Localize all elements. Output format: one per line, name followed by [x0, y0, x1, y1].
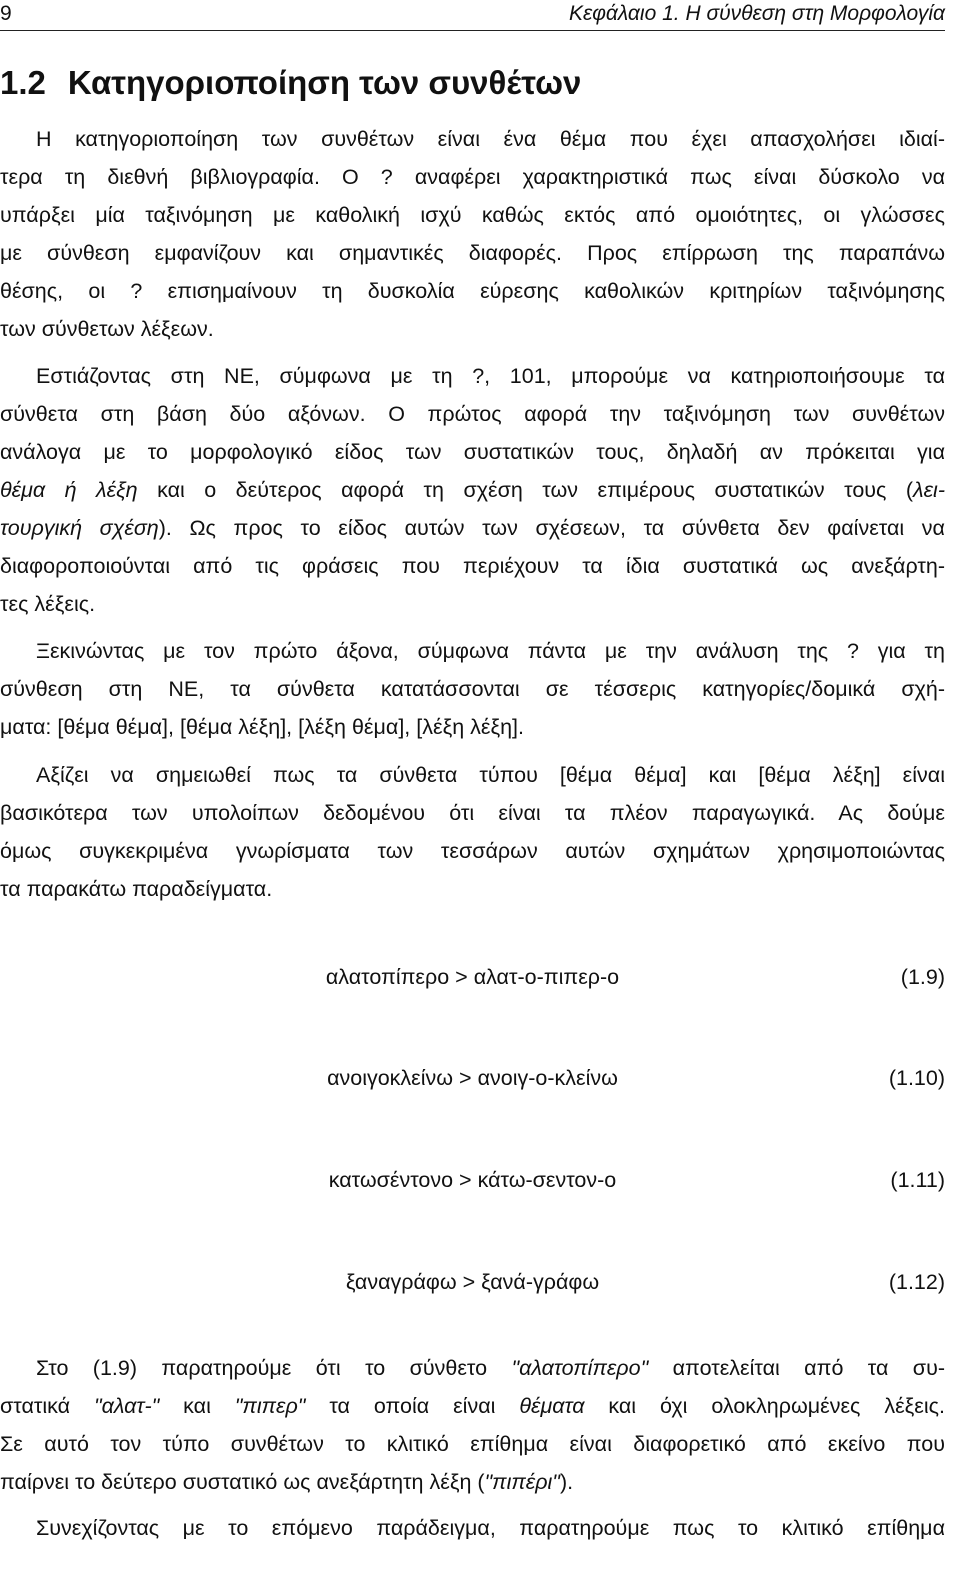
paragraph-line: με σύνθεση εμφανίζουν και σημαντικές διαφορές. Προς επίρρωση της παραπάνω	[0, 241, 945, 265]
paragraph-line: όμως συγκεκριμένα γνωρίσματα των τεσσάρων αυτών σχημάτων χρησιμοποιώντας	[0, 839, 945, 863]
equation-number: (1.11)	[890, 1168, 945, 1192]
paragraph-line	[0, 514, 945, 542]
paragraph-line: θέσης, οι ? επισημαίνουν τη δυσκολία εύρεσης καθολικών κριτηρίων ταξινόμησης	[0, 279, 945, 303]
text-run: αποτελείται από τα συ-	[648, 1356, 945, 1380]
text-run: τα οποία είναι	[305, 1394, 520, 1418]
paragraph-line: Συνεχίζοντας με το επόμενο παράδειγμα, παρατηρούμε πως το κλιτικό επίθημα	[36, 1516, 945, 1540]
italic-term: "πιπέρι"	[484, 1470, 560, 1494]
text-run: παίρνει το δεύτερο συστατικό ως ανεξάρτητη λέξη (	[0, 1470, 485, 1494]
paragraph-line: Ξεκινώντας με τον πρώτο άξονα, σύμφωνα πάντα με την ανάλυση της ? για τη	[36, 639, 945, 663]
running-header	[0, 0, 945, 31]
italic-term: θέματα	[519, 1394, 585, 1418]
paragraph-line: ανάλογα με το μορφολογικό είδος των συστατικών τους, δηλαδή αν πρόκειται για	[0, 440, 945, 464]
equation-number: (1.9)	[900, 965, 945, 989]
paragraph-line: τες λέξεις.	[0, 592, 96, 616]
example-equation	[0, 1270, 945, 1300]
text-run: και ο δεύτερος αφορά τη σχέση των επιμέρους συστατικών τους (	[137, 478, 914, 502]
example-formula: ξαναγράφω > ξανά-γράφω	[345, 1270, 600, 1294]
example-formula: ανοιγοκλείνω > ανοιγ-ο-κλείνω	[327, 1066, 618, 1090]
text-run: ). Ως προς το είδος αυτών των σχέσεων, τα σύνθετα δεν φαίνεται να	[158, 516, 945, 540]
section-number: 1.2	[0, 64, 46, 101]
section-title-text: Κατηγοριοποίηση των συνθέτων	[67, 64, 582, 101]
paragraph-line: τερα τη διεθνή βιβλιογραφία. Ο ? αναφέρει χαρακτηριστικά πως είναι δύσκολο να	[0, 165, 945, 189]
paragraph-line	[0, 1468, 945, 1496]
example-equation	[0, 1066, 945, 1096]
example-formula: κατωσέντονο > κάτω-σεντον-ο	[328, 1168, 617, 1192]
paragraph-line: Η κατηγοριοποίηση των συνθέτων είναι ένα θέμα που έχει απασχολήσει ιδιαί-	[36, 127, 945, 151]
page-number: 9	[0, 2, 12, 25]
italic-term: λει-	[913, 478, 945, 502]
chapter-title: Κεφάλαιο 1. Η σύνθεση στη Μορφολογία	[568, 2, 945, 25]
italic-term: "αλατ-"	[93, 1394, 160, 1418]
paragraph-line: ματα: [θέμα θέμα], [θέμα λέξη], [λέξη θέμα], [λέξη λέξη].	[0, 715, 524, 739]
section-heading	[0, 64, 581, 102]
example-equation	[0, 965, 945, 995]
italic-term: "αλατοπίπερο"	[511, 1356, 649, 1380]
equation-number: (1.10)	[888, 1066, 945, 1090]
text-run: Στο (1.9) παρατηρούμε ότι το σύνθετο	[36, 1356, 512, 1380]
paragraph-line: τα παρακάτω παραδείγματα.	[0, 877, 273, 901]
equation-number: (1.12)	[888, 1270, 945, 1294]
italic-term: τουργική σχέση	[0, 516, 159, 540]
paragraph-line: Εστιάζοντας στη ΝΕ, σύμφωνα με τη ?, 101, μπορούμε να κατηριοποιήσουμε τα	[36, 364, 945, 388]
paragraph-line	[0, 1354, 945, 1382]
text-run: ).	[559, 1470, 574, 1494]
paragraph-line: διαφοροποιούνται από τις φράσεις που περιέχουν τα ίδια συστατικά ως ανεξάρτη-	[0, 554, 945, 578]
paragraph-line: σύνθεση στη ΝΕ, τα σύνθετα κατατάσσονται σε τέσσερις κατηγορίες/δομικά σχή-	[0, 677, 945, 701]
paragraph-line: βασικότερα των υπολοίπων δεδομένου ότι είναι τα πλέον παραγωγικά. Ας δούμε	[0, 801, 945, 825]
paragraph-line: Αξίζει να σημειωθεί πως τα σύνθετα τύπου [θέμα θέμα] και [θέμα λέξη] είναι	[36, 763, 945, 787]
paragraph-line: υπάρξει μία ταξινόμηση με καθολική ισχύ καθώς εκτός από ομοιότητες, οι γλώσσες	[0, 203, 945, 227]
text-run: και όχι ολοκληρωμένες λέξεις.	[584, 1394, 945, 1418]
italic-term: "πιπερ"	[234, 1394, 306, 1418]
example-equation	[0, 1168, 945, 1198]
paragraph-line: σύνθετα στη βάση δύο αξόνων. Ο πρώτος αφορά την ταξινόμηση των συνθέτων	[0, 402, 945, 426]
paragraph-line: Σε αυτό τον τύπο συνθέτων το κλιτικό επίθημα είναι διαφορετικό από εκείνο που	[0, 1432, 945, 1456]
text-run: και	[159, 1394, 235, 1418]
example-formula: αλατοπίπερο > αλατ-ο-πιπερ-ο	[325, 965, 620, 989]
paragraph-line: των σύνθετων λέξεων.	[0, 317, 214, 341]
italic-term: θέμα ή λέξη	[0, 478, 138, 502]
paragraph-line	[0, 476, 945, 504]
paragraph-line	[0, 1392, 945, 1420]
text-run: στατικά	[0, 1394, 94, 1418]
